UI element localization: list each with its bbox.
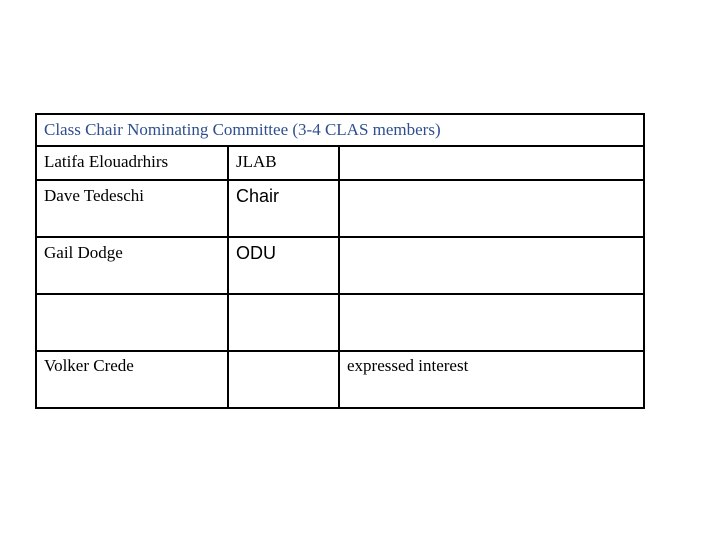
member-note bbox=[339, 294, 644, 351]
member-note bbox=[339, 146, 644, 180]
table-title-row bbox=[36, 114, 644, 146]
table-row bbox=[36, 180, 644, 237]
member-note bbox=[339, 237, 644, 294]
table-row bbox=[36, 351, 644, 408]
member-name: Volker Crede bbox=[36, 351, 228, 408]
member-note bbox=[339, 180, 644, 237]
member-name bbox=[36, 294, 228, 351]
member-affiliation bbox=[228, 294, 339, 351]
table-row bbox=[36, 294, 644, 351]
table-title: Class Chair Nominating Committee (3-4 CLAS members) bbox=[36, 114, 644, 146]
member-name: Latifa Elouadrhirs bbox=[36, 146, 228, 180]
member-note: expressed interest bbox=[339, 351, 644, 408]
table-row bbox=[36, 146, 644, 180]
member-affiliation: ODU bbox=[228, 237, 339, 294]
member-name: Gail Dodge bbox=[36, 237, 228, 294]
member-name: Dave Tedeschi bbox=[36, 180, 228, 237]
member-affiliation: JLAB bbox=[228, 146, 339, 180]
member-affiliation: Chair bbox=[228, 180, 339, 237]
committee-table bbox=[35, 113, 645, 409]
table-row bbox=[36, 237, 644, 294]
member-affiliation bbox=[228, 351, 339, 408]
